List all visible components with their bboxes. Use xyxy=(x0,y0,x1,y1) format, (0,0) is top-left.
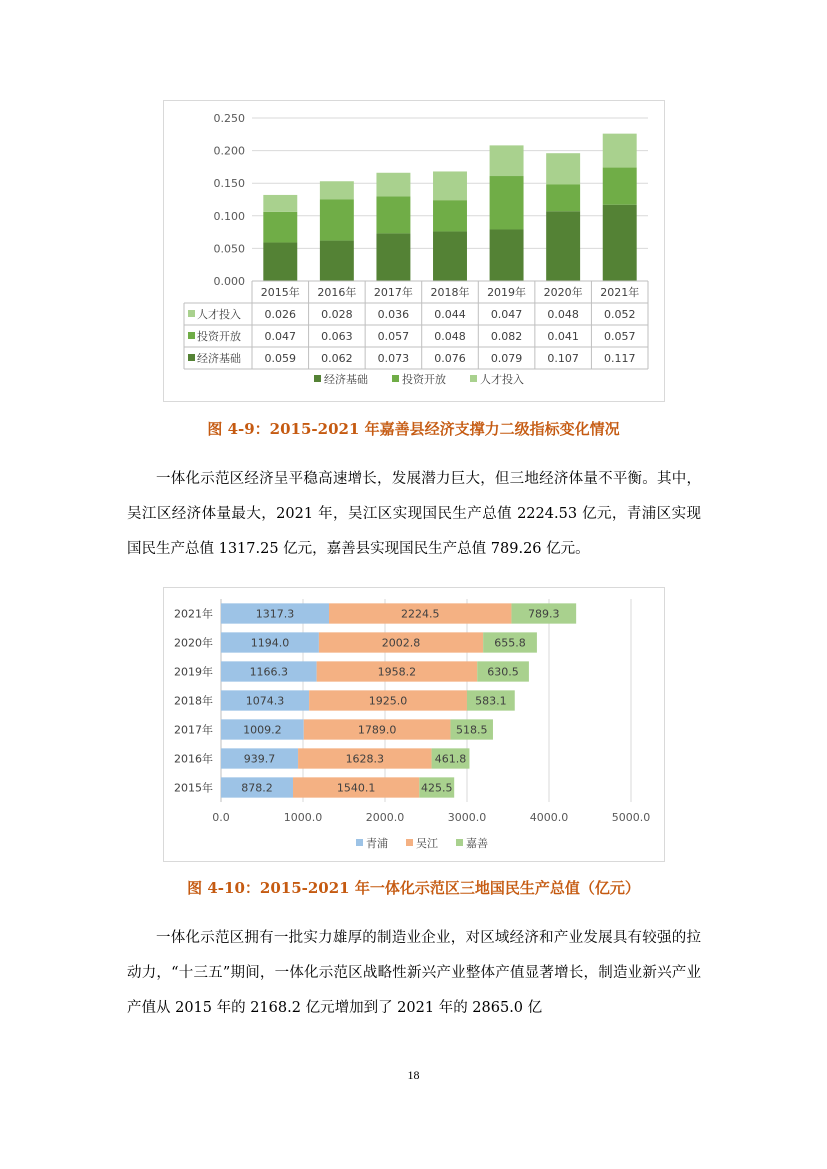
data-label: 518.5 xyxy=(455,723,488,737)
legend-label: 嘉善 xyxy=(466,837,488,850)
x-tick-label: 4000.0 xyxy=(529,811,569,824)
table-cell: 0.059 xyxy=(264,352,297,365)
bar-segment xyxy=(490,145,524,176)
data-label: 939.7 xyxy=(243,752,276,766)
data-label: 2002.8 xyxy=(381,636,421,650)
stacked-horizontal-bar-chart xyxy=(164,588,664,861)
table-cell: 0.048 xyxy=(434,330,466,343)
bar-segment xyxy=(376,196,410,233)
data-label: 1789.0 xyxy=(357,723,397,737)
data-label: 583.1 xyxy=(475,694,507,708)
table-cell: 0.107 xyxy=(547,352,579,365)
data-label: 1009.2 xyxy=(243,723,282,737)
x-tick-label: 5000.0 xyxy=(611,811,651,824)
page-number: 18 xyxy=(407,1068,420,1082)
table-row-label: 投资开放 xyxy=(197,330,241,343)
data-label: 1925.0 xyxy=(368,694,408,708)
table-cell: 0.082 xyxy=(490,330,523,343)
legend-key xyxy=(188,310,195,317)
bar-segment xyxy=(546,211,580,281)
figure-caption-4-10: 图 4-10：2015-2021 年一体化示范区三地国民生产总值（亿元） xyxy=(187,879,640,897)
table-cell: 0.041 xyxy=(547,330,579,343)
body-paragraph-manufacturing xyxy=(127,921,701,1026)
chart-economic-support-indicators xyxy=(163,100,665,402)
x-tick-label: 2000.0 xyxy=(365,811,405,824)
y-category-label: 2016年 xyxy=(174,752,213,766)
body-paragraph-gdp xyxy=(127,462,701,567)
bar-segment xyxy=(490,229,524,281)
x-category-label: 2016年 xyxy=(317,286,357,299)
legend-key xyxy=(188,332,195,339)
table-cell: 0.057 xyxy=(377,330,410,343)
data-label: 2224.5 xyxy=(400,607,440,621)
data-label: 1166.3 xyxy=(249,665,289,679)
x-category-label: 2018年 xyxy=(430,286,470,299)
legend-key xyxy=(356,839,363,846)
legend-key xyxy=(456,839,463,846)
data-label: 655.8 xyxy=(494,636,526,650)
y-category-label: 2018年 xyxy=(174,694,213,708)
bar-segment xyxy=(546,185,580,212)
bar-segment xyxy=(433,231,467,281)
y-tick-label: 0.250 xyxy=(213,112,245,125)
table-cell: 0.044 xyxy=(434,308,466,321)
y-category-label: 2015年 xyxy=(174,781,213,795)
x-tick-label: 1000.0 xyxy=(283,811,323,824)
table-cell: 0.052 xyxy=(603,308,636,321)
x-tick-label: 3000.0 xyxy=(447,811,487,824)
legend-label: 投资开放 xyxy=(402,373,446,386)
data-label: 1194.0 xyxy=(250,636,290,650)
table-cell: 0.047 xyxy=(490,308,523,321)
x-category-label: 2020年 xyxy=(543,286,583,299)
table-cell: 0.073 xyxy=(377,352,410,365)
table-cell: 0.026 xyxy=(264,308,297,321)
table-cell: 0.076 xyxy=(434,352,466,365)
bar-segment xyxy=(263,212,297,243)
bar-segment xyxy=(320,181,354,199)
legend-label: 青浦 xyxy=(366,837,388,850)
y-category-label: 2020年 xyxy=(174,636,213,650)
x-category-label: 2019年 xyxy=(487,286,527,299)
y-tick-label: 0.150 xyxy=(213,177,245,191)
data-label: 461.8 xyxy=(434,752,467,766)
y-category-label: 2017年 xyxy=(174,723,213,737)
data-label: 630.5 xyxy=(487,665,519,679)
x-tick-label: 0.0 xyxy=(212,811,230,824)
legend-label: 经济基础 xyxy=(324,373,368,386)
legend-label: 人才投入 xyxy=(480,373,524,386)
y-tick-label: 0.100 xyxy=(213,209,245,223)
table-cell: 0.079 xyxy=(490,352,523,365)
data-label: 1317.3 xyxy=(255,607,295,621)
legend-key xyxy=(406,839,413,846)
bar-segment xyxy=(603,168,637,205)
bar-segment xyxy=(603,205,637,281)
chart-gdp-three-regions xyxy=(163,587,665,862)
table-cell: 0.047 xyxy=(264,330,297,343)
bar-segment xyxy=(433,171,467,200)
legend-key xyxy=(392,375,399,382)
x-category-label: 2021年 xyxy=(600,286,640,299)
table-cell: 0.048 xyxy=(547,308,579,321)
legend-key xyxy=(470,375,477,382)
table-row-label: 人才投入 xyxy=(197,308,241,321)
bar-segment xyxy=(263,195,297,212)
data-label: 1540.1 xyxy=(336,781,376,795)
bar-segment xyxy=(433,200,467,231)
paragraph-text: 一体化示范区经济呈平稳高速增长，发展潜力巨大，但三地经济体量不平衡。其中，吴江区经济体量最大，2021 年，吴江区实现国民生产总值 2224.53 亿元，青浦区实现国民生产总值 1317.25 亿元，嘉善县实现国民生产总值 789.26 亿元。 xyxy=(127,471,701,557)
y-category-label: 2019年 xyxy=(174,665,213,679)
y-category-label: 2021年 xyxy=(174,607,213,621)
table-cell: 0.028 xyxy=(321,308,353,321)
data-label: 425.5 xyxy=(420,781,453,795)
y-tick-label: 0.050 xyxy=(213,242,245,256)
data-label: 878.2 xyxy=(241,781,273,795)
legend-label: 吴江 xyxy=(416,837,438,850)
table-cell: 0.062 xyxy=(321,352,353,365)
bar-segment xyxy=(546,153,580,184)
bar-segment xyxy=(263,243,297,281)
data-label: 1628.3 xyxy=(345,752,385,766)
x-category-label: 2017年 xyxy=(373,286,413,299)
table-cell: 0.057 xyxy=(603,330,636,343)
bar-segment xyxy=(320,200,354,241)
data-label: 1074.3 xyxy=(245,694,285,708)
bar-segment xyxy=(603,134,637,168)
bar-segment xyxy=(320,241,354,281)
y-tick-label: 0.000 xyxy=(213,275,245,288)
bar-segment xyxy=(376,233,410,281)
figure-caption-4-9: 图 4-9：2015-2021 年嘉善县经济支撑力二级指标变化情况 xyxy=(207,420,620,438)
bar-segment xyxy=(376,173,410,196)
legend-key xyxy=(314,375,321,382)
data-label: 1958.2 xyxy=(377,665,417,679)
y-tick-label: 0.200 xyxy=(213,144,245,158)
stacked-column-chart xyxy=(164,101,664,401)
paragraph-text: 一体化示范区拥有一批实力雄厚的制造业企业，对区域经济和产业发展具有较强的拉动力，“十三五”期间，一体化示范区战略性新兴产业整体产值显著增长，制造业新兴产业产值从 2015 年的 2168.2 亿元增加到了 2021 年的 2865.0 亿 xyxy=(127,930,701,1016)
bar-segment xyxy=(490,176,524,229)
legend-key xyxy=(188,354,195,361)
x-category-label: 2015年 xyxy=(260,286,300,299)
table-cell: 0.063 xyxy=(321,330,353,343)
table-row-label: 经济基础 xyxy=(197,352,241,365)
data-label: 789.3 xyxy=(528,607,560,621)
table-cell: 0.036 xyxy=(377,308,410,321)
table-cell: 0.117 xyxy=(603,352,636,365)
